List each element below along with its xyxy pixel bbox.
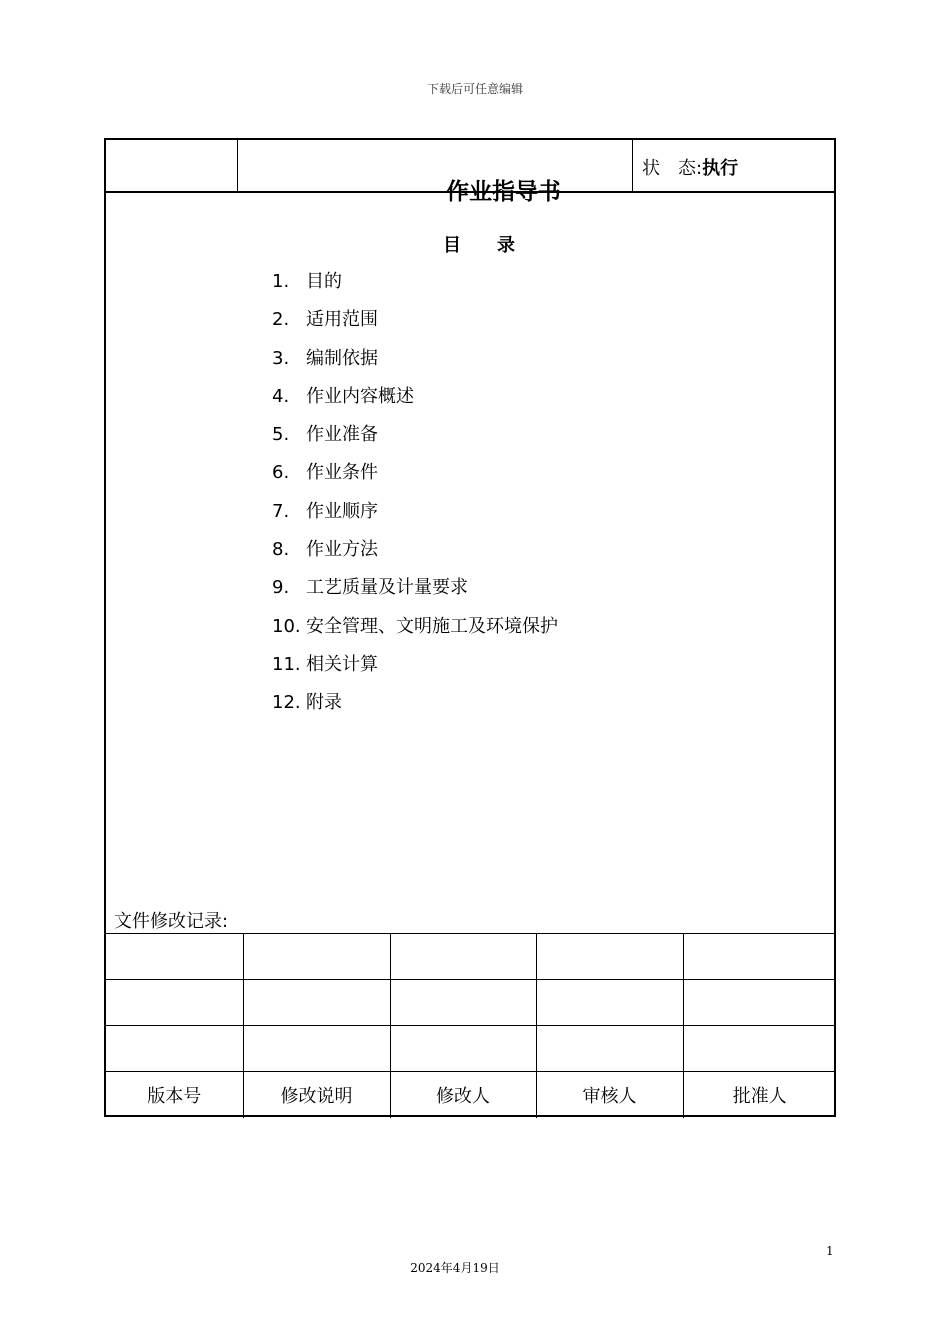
table-cell (536, 980, 683, 1026)
toc-item-text: 工艺质量及计量要求 (306, 577, 468, 599)
toc-item-number: 12. (272, 692, 301, 714)
toc-item (272, 499, 558, 537)
toc-item (272, 690, 558, 728)
column-header-reviewer: 审核人 (536, 1072, 683, 1118)
toc-item-text: 编制依据 (306, 347, 378, 369)
toc-item-text: 适用范围 (306, 309, 378, 331)
toc-item (272, 652, 558, 690)
toc-list (272, 269, 558, 729)
column-header-description: 修改说明 (243, 1072, 390, 1118)
toc-item-number: 7. (272, 500, 290, 522)
header-note: 下载后可任意编辑 (426, 82, 523, 96)
toc-item-number: 4. (272, 385, 290, 407)
toc-item-number: 9. (272, 577, 290, 599)
toc-item (272, 422, 558, 460)
table-row (106, 980, 836, 1026)
page-number: 1 (826, 1244, 834, 1258)
toc-item-number: 1. (272, 271, 290, 292)
toc-item-number: 5. (272, 424, 290, 446)
table-cell (390, 1026, 536, 1072)
table-header-row (106, 1072, 836, 1118)
column-header-approver: 批准人 (683, 1072, 836, 1118)
toc-item (272, 460, 558, 498)
toc-item-text: 作业条件 (306, 462, 378, 484)
document-title: 作业指导书 (446, 179, 561, 205)
toc-item-text: 作业准备 (306, 424, 378, 446)
revision-table (106, 933, 836, 1118)
status-value: 执行 (702, 158, 739, 179)
table-cell (683, 934, 836, 980)
toc-item-text: 相关计算 (306, 653, 378, 675)
table-cell (243, 1026, 390, 1072)
toc-item-text: 作业顺序 (306, 500, 378, 522)
toc-item (272, 307, 558, 345)
table-cell (243, 980, 390, 1026)
toc-item-text: 作业方法 (306, 539, 378, 561)
table-cell (390, 934, 536, 980)
toc-item-number: 3. (272, 347, 290, 369)
status-label: 状 态: (642, 158, 703, 179)
table-cell (106, 934, 243, 980)
toc-title: 目 录 (443, 235, 515, 256)
table-cell (390, 980, 536, 1026)
toc-item (272, 614, 558, 652)
toc-item (272, 575, 558, 613)
revision-record-label: 文件修改记录: (114, 911, 229, 932)
toc-item-number: 8. (272, 539, 290, 561)
table-cell (536, 934, 683, 980)
footer-date: 2024年4月19日 (410, 1261, 500, 1275)
table-cell (106, 1026, 243, 1072)
table-cell (243, 934, 390, 980)
table-cell (683, 1026, 836, 1072)
toc-item (272, 384, 558, 422)
toc-item (272, 346, 558, 384)
toc-item-text: 附录 (306, 692, 342, 714)
toc-item (272, 537, 558, 575)
toc-item-text: 目的 (306, 271, 342, 292)
table-cell (536, 1026, 683, 1072)
column-header-modifier: 修改人 (390, 1072, 536, 1118)
column-header-version: 版本号 (106, 1072, 243, 1118)
toc-item-number: 6. (272, 462, 290, 484)
toc-item-text: 安全管理、文明施工及环境保护 (306, 615, 558, 637)
toc-item-number: 11. (272, 653, 301, 675)
toc-item (272, 269, 558, 307)
table-row (106, 1026, 836, 1072)
table-cell (106, 980, 243, 1026)
toc-item-text: 作业内容概述 (306, 385, 414, 407)
document-frame (104, 138, 836, 1117)
toc-item-number: 2. (272, 309, 290, 331)
table-row (106, 934, 836, 980)
toc-item-number: 10. (272, 615, 301, 637)
table-cell (683, 980, 836, 1026)
